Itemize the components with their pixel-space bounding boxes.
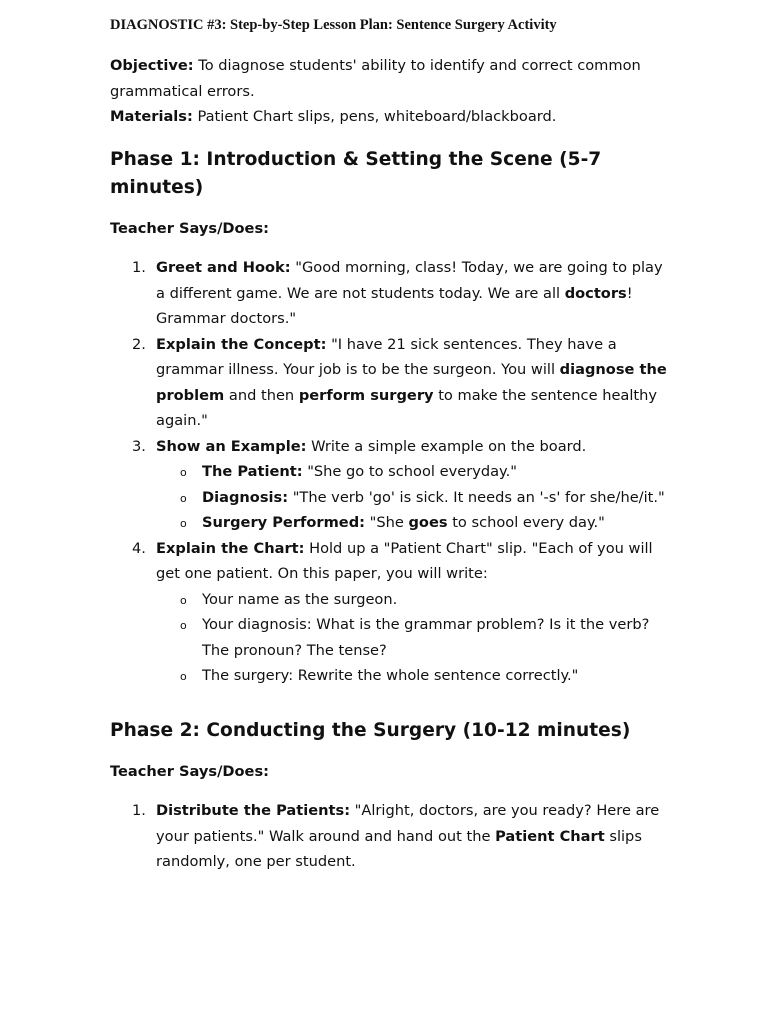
step-emphasis: doctors — [564, 284, 627, 302]
bullet-marker: o — [180, 593, 187, 607]
bullet-item — [156, 510, 670, 536]
step-label: Greet and Hook: — [156, 259, 291, 276]
materials-label: Materials: — [110, 108, 193, 125]
bullet-text: to school every day." — [452, 514, 605, 531]
bullet-text: "She go to school everyday." — [307, 463, 517, 480]
phase1-title: Phase 1: Introduction & Setting the Scene (5-7 minutes) — [110, 148, 602, 198]
materials-paragraph — [110, 104, 670, 130]
bullet-label: The Patient: — [202, 463, 303, 480]
step-emphasis: perform surgery — [298, 386, 434, 404]
bullet-item — [156, 612, 670, 663]
chart-bullets — [156, 587, 670, 689]
step-number: 1. — [132, 802, 146, 819]
objective-label: Objective: — [110, 57, 194, 74]
bullet-text: "The verb 'go' is sick. It needs an '-s' for she/he/it." — [292, 488, 665, 506]
phase1-step-3 — [110, 434, 670, 536]
phase2-step-1 — [110, 798, 670, 875]
step-text: to make the sentence healthy again." — [156, 386, 658, 429]
step-number: 3. — [132, 437, 146, 455]
objective-text: To diagnose students' ability to identify and correct common grammatical errors. — [110, 57, 641, 100]
step-text: slips randomly, one per student. — [156, 827, 642, 870]
bullet-label: Diagnosis: — [202, 488, 289, 506]
step-text: "Alright, doctors, are you ready? Here are your patients." Walk around and hand out the — [156, 802, 660, 845]
step-text: ! Grammar doctors." — [156, 284, 633, 327]
bullet-marker: o — [180, 670, 187, 683]
bullet-marker: o — [180, 517, 187, 530]
step-text: Write a simple example on the board. — [311, 437, 587, 455]
bullet-text: "She — [369, 514, 404, 531]
example-bullets — [156, 459, 670, 536]
phase2-steps — [110, 798, 670, 875]
step-emphasis: diagnose the problem — [156, 361, 667, 404]
step-number: 1. — [132, 259, 146, 276]
step-text: Hold up a "Patient Chart" slip. "Each of you will get one patient. On this paper, you will write: — [156, 539, 653, 582]
document-header: DIAGNOSTIC #3: Step-by-Step Lesson Plan: Sentence Surgery Activity — [110, 17, 557, 33]
bullet-item — [156, 485, 670, 511]
step-number: 2. — [132, 335, 146, 353]
bullet-marker: o — [180, 619, 187, 632]
bullet-label: Surgery Performed: — [202, 514, 365, 531]
step-label: Explain the Concept: — [156, 335, 327, 353]
step-emphasis: Patient Chart — [495, 827, 605, 845]
bullet-emphasis: goes — [408, 514, 448, 531]
step-label: Show an Example: — [156, 437, 307, 455]
step-number: 4. — [132, 539, 146, 557]
bullet-text: Your diagnosis: What is the grammar problem? Is it the verb? The pronoun? The tense? — [202, 616, 650, 659]
step-label: Explain the Chart: — [156, 539, 305, 557]
bullet-marker: o — [180, 491, 187, 505]
phase1-step-1 — [110, 255, 670, 332]
phase1-steps — [110, 255, 670, 689]
step-text: "Good morning, class! Today, we are going to play a different game. We are not students today. We are all — [156, 259, 663, 302]
phase1-teacher-heading: Teacher Says/Does: — [110, 219, 269, 237]
step-text: and then — [228, 386, 295, 404]
step-text: "I have 21 sick sentences. They have a grammar illness. Your job is to be the surgeon. You will — [156, 335, 617, 378]
phase1-step-4 — [110, 536, 670, 689]
step-label: Distribute the Patients: — [156, 802, 351, 819]
materials-text: Patient Chart slips, pens, whiteboard/blackboard. — [197, 108, 557, 125]
bullet-text: Your name as the surgeon. — [202, 590, 398, 608]
phase1-step-2 — [110, 332, 670, 434]
bullet-text: The surgery: Rewrite the whole sentence correctly." — [202, 667, 579, 684]
bullet-marker: o — [180, 466, 187, 479]
bullet-item — [156, 459, 670, 485]
document-body — [110, 53, 670, 875]
phase2-title: Phase 2: Conducting the Surgery (10-12 minutes) — [110, 719, 631, 741]
phase2-teacher-heading: Teacher Says/Does: — [110, 762, 269, 780]
bullet-item — [156, 587, 670, 613]
bullet-item — [156, 663, 670, 689]
objective-paragraph — [110, 53, 670, 104]
